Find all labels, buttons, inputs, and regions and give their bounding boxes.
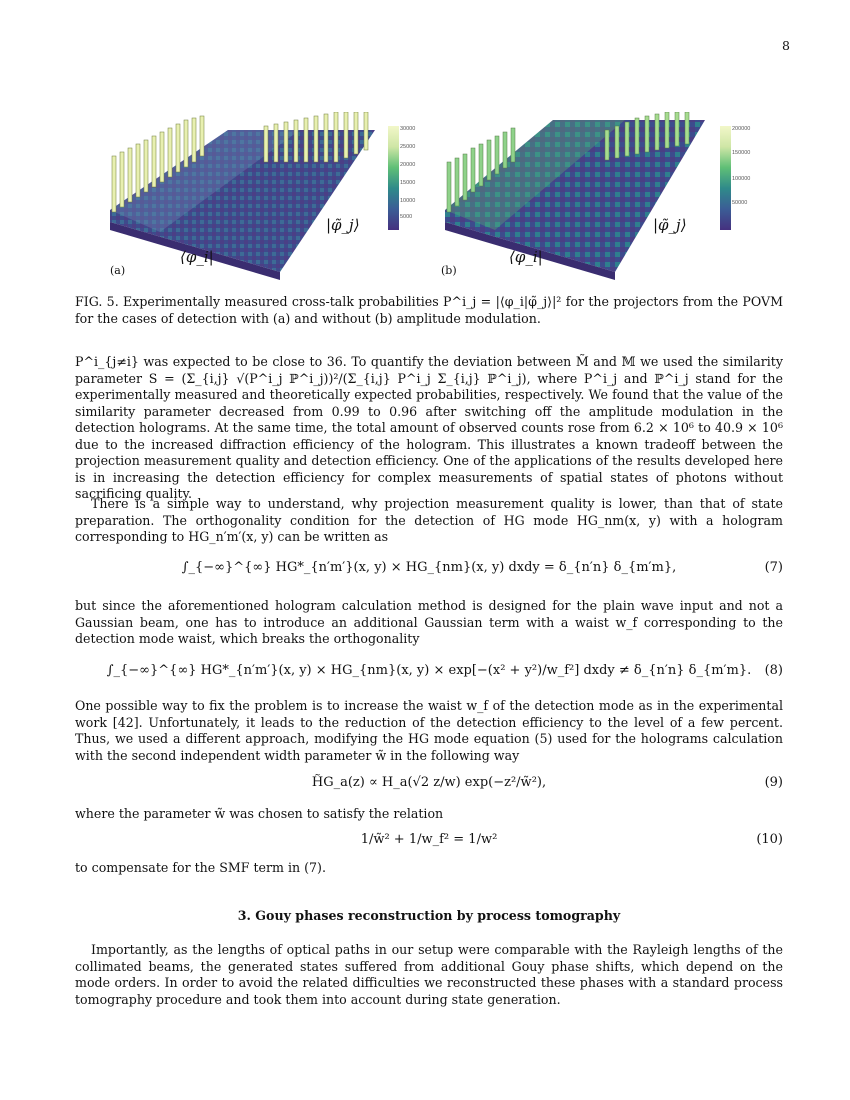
colorbar-tick: 30000 [400,126,416,132]
colorbar-b [720,126,731,230]
bar-plot-3d-b [435,112,715,282]
equation-9 [75,775,783,795]
section-heading: 3. Gouy phases reconstruction by process tomography [237,908,621,923]
equation-number: (8) [764,663,783,678]
panel-label-a: (a) [110,264,126,277]
colorbar-tick: 25000 [400,144,416,150]
equation-number: (10) [756,832,783,847]
paragraph [75,496,783,546]
colorbar-tick: 50000 [732,200,748,206]
colorbar-tick: 200000 [732,126,751,132]
equation-body: 1/w̃² + 1/w_f² = 1/w² [360,832,498,847]
equation-8 [75,663,783,683]
paragraph [75,942,783,1008]
panel-label-b: (b) [441,264,457,277]
paragraph: where the parameter w̃ was chosen to satisfy the relation [75,806,444,821]
paragraph-text: There is a simple way to understand, why projection measurement quality is lower, than that of state preparation. The orthogonality condition for the detection of HG mode HG_nm(x, y) with a hologram corresponding to HG_n′m′(x, y) can be written as [75,496,783,544]
paragraph: One possible way to fix the problem is to increase the waist w_f of the detection mode as in the experimental work [42]. Unfortunately, it leads to the reduction of the detection efficiency to the level of a few percent. Thus, we used a different approach, modifying the HG mode equation (5) used for the holograms calculation with the second independent width parameter w̃ in the following way [75,698,783,763]
paragraph: P^i_{j≠i} was expected to be close to 36. To quantify the deviation between M̃ and 𝕄 we used the similarity parameter S = (Σ_{i,j} √(P^i_j ℙ^i_j))²/(Σ_{i,j} P^i_j Σ_{i,j} ℙ^i_j), where P^i_j and ℙ^i_j stand for the experimentally measured and theoretically expected probabilities, respectively. We found that the value of the similarity parameter decreased from 0.99 to 0.96 after switching off the amplitude modulation in the detection holograms. At the same time, the total amount of observed counts rose from 6.2 × 10⁶ to 40.9 × 10⁶ due to the increased diffraction efficiency of the hologram. This illustrates a known tradeoff between the projection measurement quality and detection efficiency. One of the applications of the results developed here is in increasing the detection efficiency for complex measurements of spatial states of photons without sacrificing quality. [75,354,783,501]
equation-number: (7) [764,560,783,575]
page-number: 8 [782,38,790,53]
row-axis-label: ⟨φ_i| [180,248,214,266]
figure-5 [100,112,780,282]
equation-body: ∫_{−∞}^{∞} HG*_{n′m′}(x, y) × HG_{nm}(x, y) dxdy = δ_{n′n} δ_{m′m}, [181,560,677,575]
colorbar-a [388,126,399,230]
figure-caption: FIG. 5. Experimentally measured cross-talk probabilities P^i_j = |⟨φ_i|φ̃_j⟩|² for the projectors from the POVM for the cases of detection with (a) and without (b) amplitude modulation. [75,294,783,326]
paragraph: but since the aforementioned hologram calculation method is designed for the plain wave input and not a Gaussian beam, one has to introduce an additional Gaussian term with a waist w_f corresponding to the detection mode waist, which breaks the orthogonality [75,598,783,646]
colorbar-tick: 20000 [400,162,416,168]
colorbar-tick: 15000 [400,180,416,186]
bar-plot-3d-a [100,112,380,282]
panel-a [100,112,440,282]
colorbar-tick: 150000 [732,150,751,156]
equation-number: (9) [764,775,783,790]
colorbar-tick: 100000 [732,176,751,182]
colorbar-tick: 5000 [400,214,413,220]
paragraph: to compensate for the SMF term in (7). [75,860,326,875]
col-axis-label: |φ̃_j⟩ [326,216,360,234]
equation-10 [75,832,783,852]
col-axis-label: |φ̃_j⟩ [653,216,687,234]
paragraph-text: Importantly, as the lengths of optical paths in our setup were comparable with the Rayleigh lengths of the collimated beams, the generated states suffered from additional Gouy phase shifts, which depend on the mode orders. In order to avoid the related difficulties we reconstructed these phases with a standard process tomography procedure and took them into account during state generation. [75,942,783,1007]
equation-body: H̃G_a(z) ∝ H_a(√2 z/w) exp(−z²/w̃²), [311,775,547,790]
panel-b [435,112,775,282]
equation-body: ∫_{−∞}^{∞} HG*_{n′m′}(x, y) × HG_{nm}(x, y) × exp[−(x² + y²)/w_f²] dxdy ≠ δ_{n′n} δ_{m′m}. [106,663,752,678]
row-axis-label: ⟨φ_i| [509,248,543,266]
equation-7 [75,560,783,580]
colorbar-tick: 10000 [400,198,416,204]
